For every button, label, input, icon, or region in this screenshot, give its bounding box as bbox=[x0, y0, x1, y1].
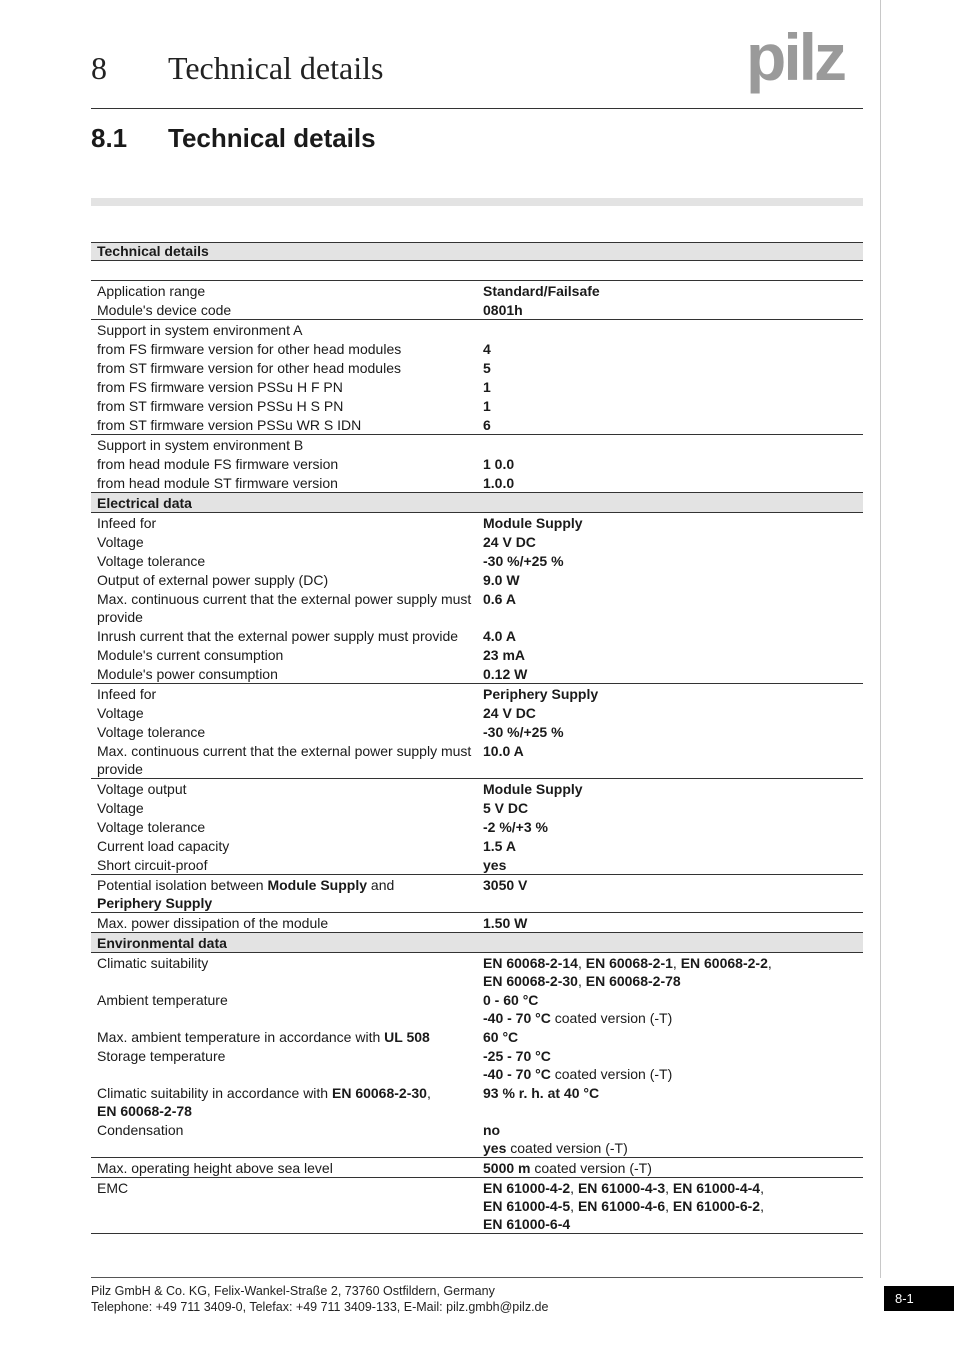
footer-address: Pilz GmbH & Co. KG, Felix-Wankel-Straße 2, 73760 Ostfildern, Germany bbox=[91, 1284, 495, 1298]
table-row: from ST firmware version PSSu WR S IDN 6 bbox=[91, 415, 863, 435]
chapter-heading bbox=[91, 50, 383, 87]
table-header: Technical details bbox=[91, 242, 863, 261]
section-header-row: Electrical data bbox=[91, 493, 863, 513]
table-row: Voltage tolerance -2 %/+3 % bbox=[97, 818, 548, 835]
table-row: Module's device code 0801h bbox=[91, 300, 863, 320]
table-row: Voltage tolerance -30 %/+25 % bbox=[97, 723, 564, 740]
technical-table bbox=[91, 280, 863, 1234]
table-row: Module's power consumption 0.12 W bbox=[91, 664, 863, 684]
table-row: from FS firmware version for other head modules 4 bbox=[97, 340, 491, 357]
footer-rule bbox=[91, 1277, 863, 1278]
table-row: Module's current consumption 23 mA bbox=[97, 646, 526, 663]
section-heading bbox=[91, 123, 376, 154]
table-row: EMC EN 61000-4-2, EN 61000-4-3, EN 61000-4-4, EN 61000-4-5, EN 61000-4-6, EN 61000-6-2, EN 61000-6-4 bbox=[91, 1178, 863, 1234]
table-row: Max. continuous current that the external power supply must provide 0.6 A bbox=[97, 590, 516, 625]
chapter-title: Technical details bbox=[168, 50, 384, 86]
table-row: from ST firmware version for other head modules 5 bbox=[97, 359, 491, 376]
table-row: Support in system environment B bbox=[97, 436, 304, 453]
table-row: Max. ambient temperature in accordance with UL 508 60 °C bbox=[97, 1028, 519, 1045]
table-row: Potential isolation between Module Supply and Periphery Supply 3050 V bbox=[91, 875, 863, 913]
footer-contact: Telephone: +49 711 3409-0, Telefax: +49 711 3409-133, E-Mail: pilz.gmbh@pilz.de bbox=[91, 1300, 549, 1314]
table-row: Voltage 24 V DC bbox=[97, 533, 536, 550]
chapter-number: 8 bbox=[91, 50, 107, 86]
table-row: Voltage tolerance -30 %/+25 % bbox=[97, 552, 564, 569]
page-number: 8-1 bbox=[884, 1286, 954, 1311]
table-row: Max. continuous current that the external power supply must provide 10.0 A bbox=[91, 741, 863, 779]
table-row: Support in system environment A bbox=[97, 321, 303, 338]
table-row: Infeed for Module Supply bbox=[97, 514, 583, 531]
table-row: Climatic suitability in accordance with EN 60068-2-30, EN 60068-2-78 93 % r. h. at 40 °C bbox=[97, 1084, 600, 1119]
right-margin-line bbox=[880, 0, 881, 1278]
table-row: Climatic suitability EN 60068-2-14, EN 60068-2-1, EN 60068-2-2, EN 60068-2-30, EN 60068-2-78 bbox=[97, 954, 772, 989]
table-row: Max. power dissipation of the module 1.50 W bbox=[91, 913, 863, 933]
table-row: from head module FS firmware version 1 0.0 bbox=[97, 455, 515, 472]
footer bbox=[91, 1283, 548, 1315]
section-number: 8.1 bbox=[91, 123, 128, 153]
table-row: from head module ST firmware version 1.0.0 bbox=[91, 473, 863, 493]
svg-text:pilz: pilz bbox=[746, 28, 844, 94]
pilz-logo bbox=[746, 28, 866, 96]
table-row: Inrush current that the external power supply must provide 4.0 A bbox=[97, 627, 516, 644]
gray-separator-bar bbox=[91, 198, 863, 206]
header-rule bbox=[91, 108, 863, 109]
table-row: Voltage output Module Supply bbox=[97, 780, 583, 797]
section-title: Technical details bbox=[168, 123, 376, 153]
section-header-row: Environmental data bbox=[91, 933, 863, 953]
table-row: Condensation no yes coated version (-T) bbox=[91, 1120, 863, 1158]
table-row: from ST firmware version PSSu H S PN 1 bbox=[97, 397, 491, 414]
table-row: from FS firmware version PSSu H F PN 1 bbox=[97, 378, 491, 395]
table-row: Voltage 5 V DC bbox=[97, 799, 529, 816]
table-row: Output of external power supply (DC) 9.0 W bbox=[97, 571, 520, 588]
table-row: Application range Standard/Failsafe bbox=[97, 282, 600, 299]
table-row: Current load capacity 1.5 A bbox=[97, 837, 516, 854]
table-row: Ambient temperature 0 - 60 °C -40 - 70 °C coated version (-T) bbox=[97, 991, 673, 1026]
table-row: Infeed for Periphery Supply bbox=[97, 685, 599, 702]
table-row: Voltage 24 V DC bbox=[97, 704, 536, 721]
table-row: Short circuit-proof yes bbox=[91, 855, 863, 875]
table-row: Max. operating height above sea level 5000 m coated version (-T) bbox=[91, 1158, 863, 1178]
table-row: Storage temperature -25 - 70 °C -40 - 70 °C coated version (-T) bbox=[97, 1047, 673, 1082]
